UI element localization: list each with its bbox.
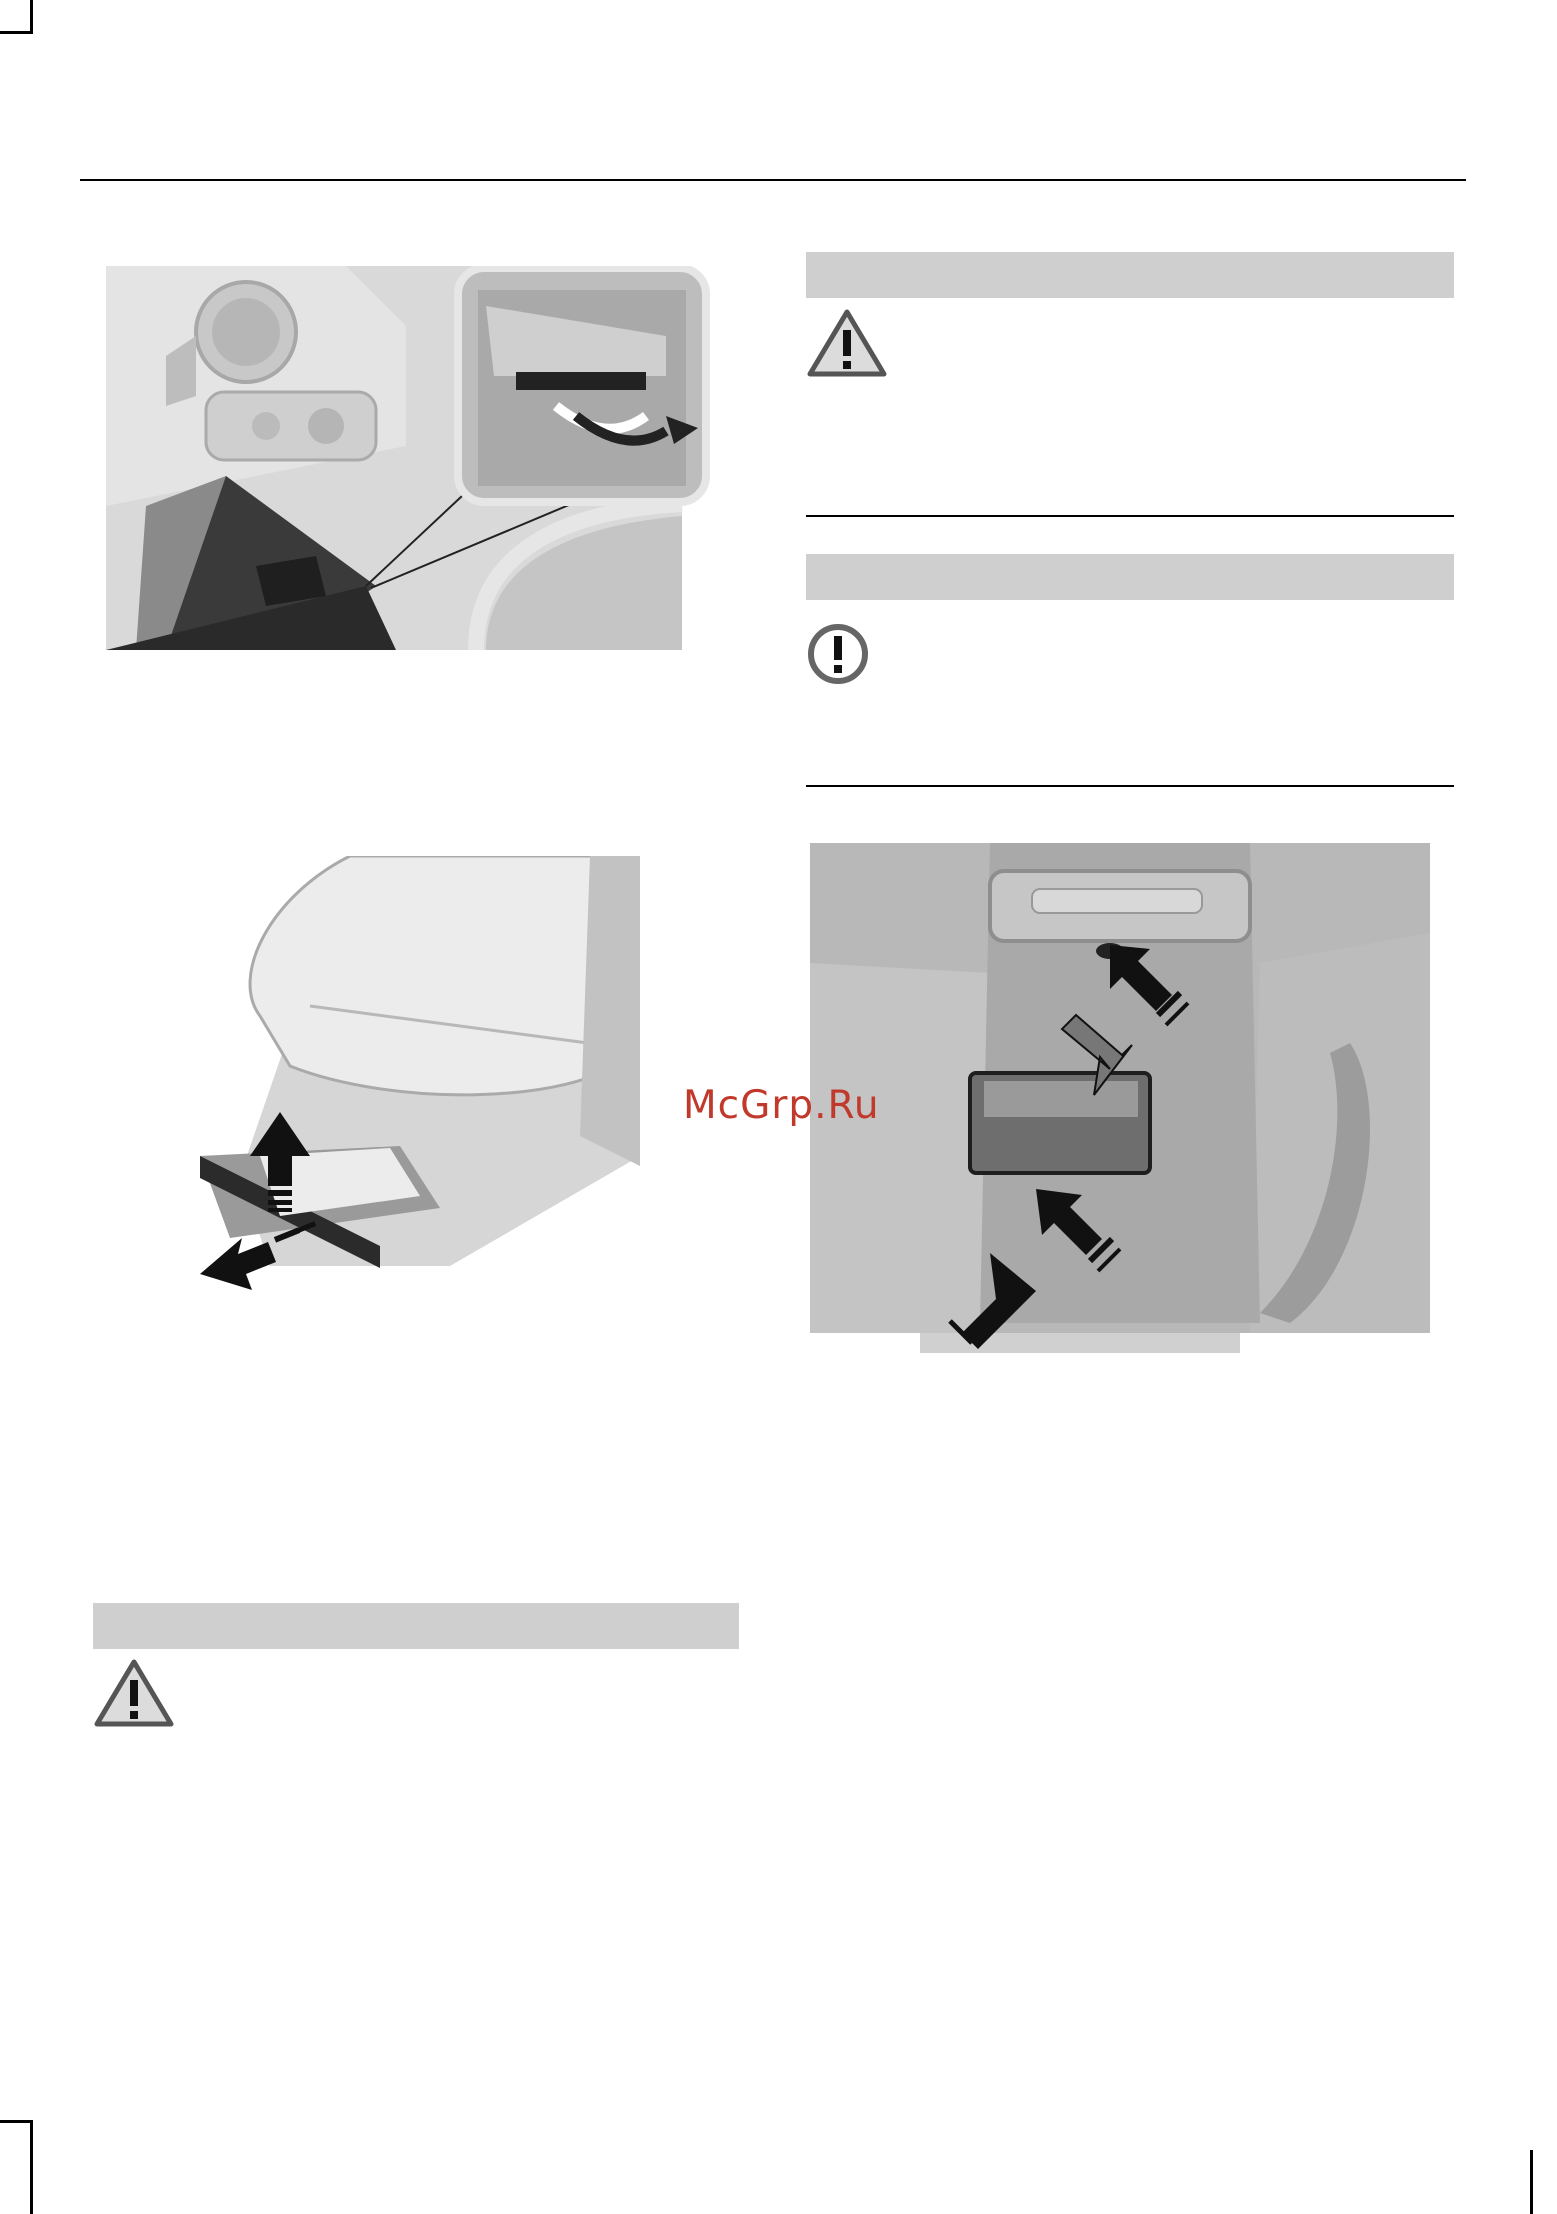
crop-mark-top-left-h <box>0 31 33 34</box>
section-heading-bar-1 <box>806 252 1454 298</box>
warning-triangle-icon <box>806 308 888 380</box>
crop-mark-bottom-left-v <box>30 2120 33 2214</box>
watermark-text: McGrp.Ru <box>683 1083 880 1128</box>
crop-mark-bottom-left-h <box>0 2120 33 2123</box>
crop-mark-top-left-v <box>30 0 33 34</box>
figure-glovebox <box>106 266 712 662</box>
header-rule <box>80 179 1466 181</box>
figure-seat-drawer <box>190 856 640 1290</box>
section-divider-2 <box>806 785 1454 787</box>
exclamation-circle-icon <box>806 622 870 686</box>
section-heading-bar-3 <box>93 1603 739 1649</box>
section-heading-bar-2 <box>806 554 1454 600</box>
section-divider-1 <box>806 515 1454 517</box>
warning-triangle-icon <box>93 1658 175 1730</box>
crop-mark-bottom-right-v <box>1530 2150 1533 2214</box>
figure-overhead-console <box>810 843 1430 1353</box>
